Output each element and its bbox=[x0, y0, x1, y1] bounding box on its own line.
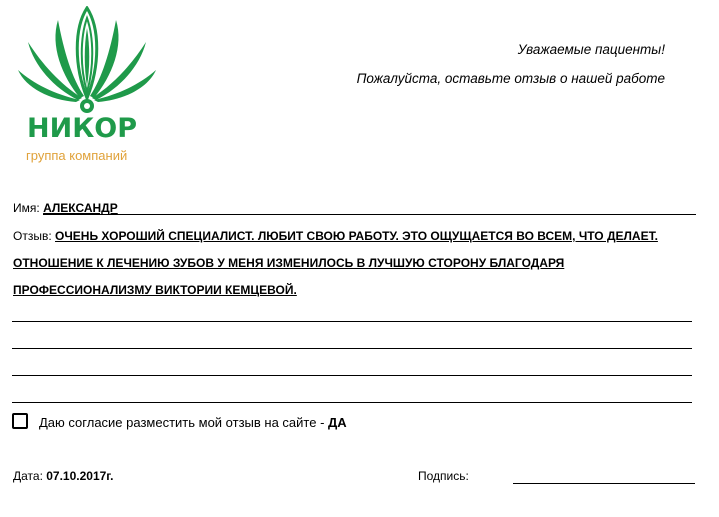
name-underline bbox=[43, 214, 696, 215]
ruled-line bbox=[12, 321, 692, 322]
review-label: Отзыв: bbox=[13, 229, 52, 243]
ruled-line bbox=[12, 402, 692, 403]
date-row bbox=[13, 469, 113, 483]
review-row-1 bbox=[13, 229, 658, 243]
lotus-emblem-icon bbox=[14, 6, 160, 118]
name-value: АЛЕКСАНДР bbox=[43, 201, 118, 215]
signature-label: Подпись: bbox=[418, 469, 469, 483]
company-logo bbox=[14, 6, 160, 166]
review-line-1: ОЧЕНЬ ХОРОШИЙ СПЕЦИАЛИСТ. ЛЮБИТ СВОЮ РАБОТУ. ЭТО ОЩУЩАЕТСЯ ВО ВСЕМ, ЧТО ДЕЛАЕТ. bbox=[55, 229, 658, 243]
date-label: Дата: bbox=[13, 469, 43, 483]
review-row-2 bbox=[13, 256, 564, 270]
signature-line[interactable] bbox=[513, 483, 695, 484]
consent-text: Даю согласие разместить мой отзыв на сайте - bbox=[39, 415, 325, 430]
logo-subtitle: группа компаний bbox=[26, 148, 128, 163]
consent-row bbox=[39, 415, 347, 430]
greeting-title: Уважаемые пациенты! bbox=[517, 42, 665, 57]
consent-value: ДА bbox=[328, 415, 347, 430]
logo-name: НИКОР bbox=[27, 113, 138, 144]
greeting-subtitle: Пожалуйста, оставьте отзыв о нашей работе bbox=[356, 71, 665, 86]
date-value: 07.10.2017г. bbox=[46, 469, 114, 483]
consent-checkbox[interactable] bbox=[12, 413, 28, 429]
ruled-line bbox=[12, 348, 692, 349]
review-row-3 bbox=[13, 283, 297, 297]
name-row bbox=[13, 201, 118, 215]
review-line-3: ПРОФЕССИОНАЛИЗМУ ВИКТОРИИ КЕМЦЕВОЙ. bbox=[13, 283, 297, 297]
review-line-2: ОТНОШЕНИЕ К ЛЕЧЕНИЮ ЗУБОВ У МЕНЯ ИЗМЕНИЛОСЬ В ЛУЧШУЮ СТОРОНУ БЛАГОДАРЯ bbox=[13, 256, 565, 270]
ruled-line bbox=[12, 375, 692, 376]
name-label: Имя: bbox=[13, 201, 40, 215]
